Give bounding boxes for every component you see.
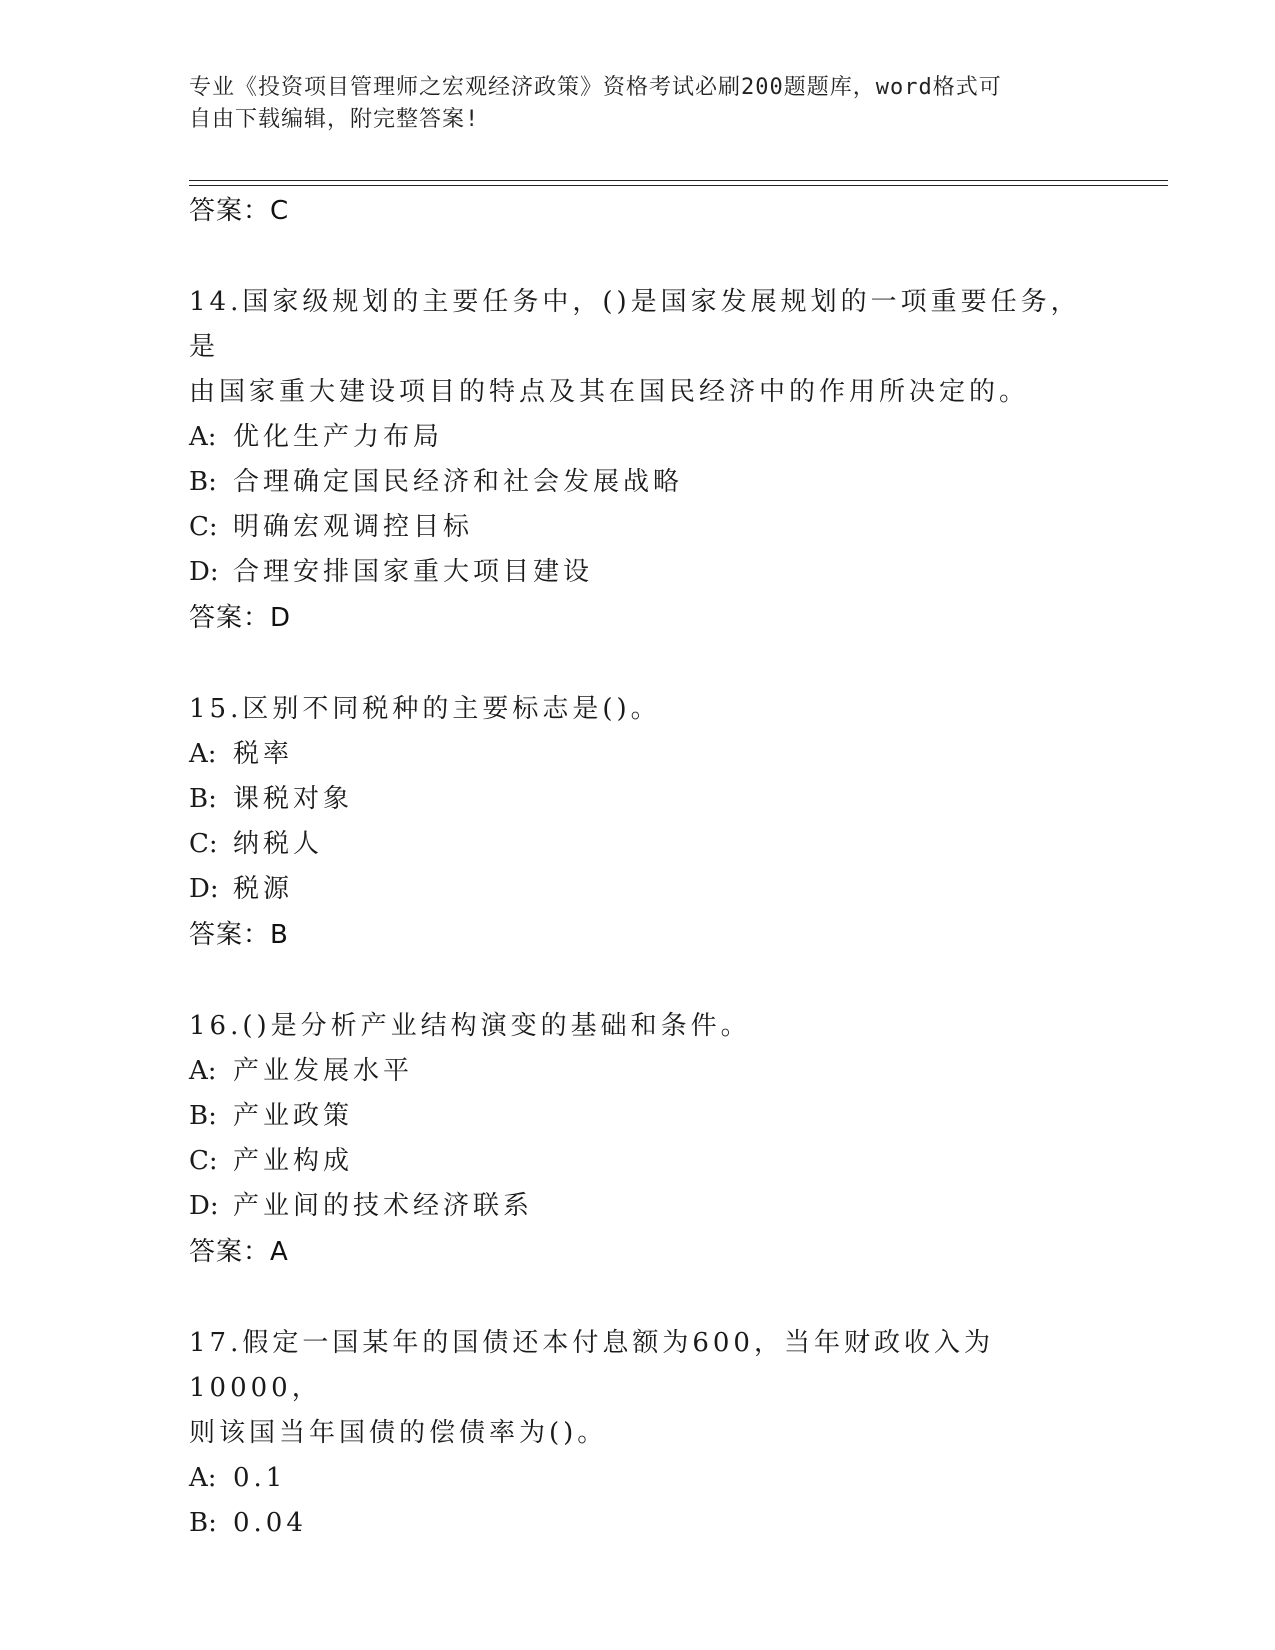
question-block [189,1004,1089,1275]
question-text: 16.()是分析产业结构演变的基础和条件。 [189,1011,751,1041]
header-line-1: 专业《投资项目管理师之宏观经济政策》资格考试必刷200题题库，word格式可 [189,75,1002,100]
option-d [189,867,1089,912]
option-d [189,550,1089,595]
question-block [189,687,1089,958]
option-letter: A: [189,422,217,452]
option-text: 产业构成 [233,1146,354,1176]
question-list [189,188,1089,1546]
option-letter: C: [189,829,218,859]
spacer [189,234,1089,280]
question-block [189,1321,1089,1546]
option-text: 明确宏观调控目标 [233,512,474,542]
option-letter: D: [189,1191,219,1221]
spacer [189,1275,1089,1321]
spacer [189,641,1089,687]
header-line-2: 自由下载编辑，附完整答案! [189,107,480,132]
answer-line: 答案：B [189,920,289,950]
option-c [189,1139,1089,1184]
option-letter: B: [189,467,217,497]
option-b [189,460,1089,505]
option-text: 0.1 [233,1463,287,1493]
option-b [189,1501,1089,1546]
option-d [189,1184,1089,1229]
option-a [189,415,1089,460]
option-text: 纳税人 [233,829,324,859]
option-letter: D: [189,557,219,587]
question-block [189,280,1089,641]
option-text: 优化生产力布局 [233,422,444,452]
option-letter: B: [189,1508,217,1538]
option-a [189,1456,1089,1501]
answer-line: 答案：A [189,1237,289,1267]
option-text: 0.04 [233,1508,307,1538]
option-text: 税源 [233,874,294,904]
header-divider-top [189,180,1168,181]
option-c [189,505,1089,550]
option-letter: C: [189,512,218,542]
question-text-continued: 由国家重大建设项目的特点及其在国民经济中的作用所决定的。 [189,377,1030,407]
spacer [189,958,1089,1004]
question-text: 17.假定一国某年的国债还本付息额为600，当年财政收入为10000， [189,1328,994,1403]
question-text: 15.区别不同税种的主要标志是()。 [189,694,661,724]
option-c [189,822,1089,867]
option-letter: B: [189,784,217,814]
option-text: 合理安排国家重大项目建设 [233,557,594,587]
option-letter: A: [189,739,217,769]
question-text: 14.国家级规划的主要任务中，()是国家发展规划的一项重要任务，是 [189,287,1081,362]
option-text: 产业发展水平 [233,1056,414,1086]
option-text: 税率 [233,739,294,769]
option-text: 课税对象 [233,784,354,814]
question-text-continued: 则该国当年国债的偿债率为()。 [189,1418,608,1448]
option-letter: C: [189,1146,218,1176]
option-a [189,732,1089,777]
option-letter: B: [189,1101,217,1131]
option-letter: D: [189,874,219,904]
option-b [189,1094,1089,1139]
header-divider-bottom [189,185,1168,186]
option-a [189,1049,1089,1094]
option-text: 合理确定国民经济和社会发展战略 [233,467,684,497]
option-text: 产业政策 [233,1101,354,1131]
option-letter: A: [189,1463,217,1493]
option-letter: A: [189,1056,217,1086]
document-header [189,72,1089,136]
answer-line: 答案：C [189,196,290,226]
answer-line: 答案：D [189,603,292,633]
option-b [189,777,1089,822]
option-text: 产业间的技术经济联系 [233,1191,534,1221]
